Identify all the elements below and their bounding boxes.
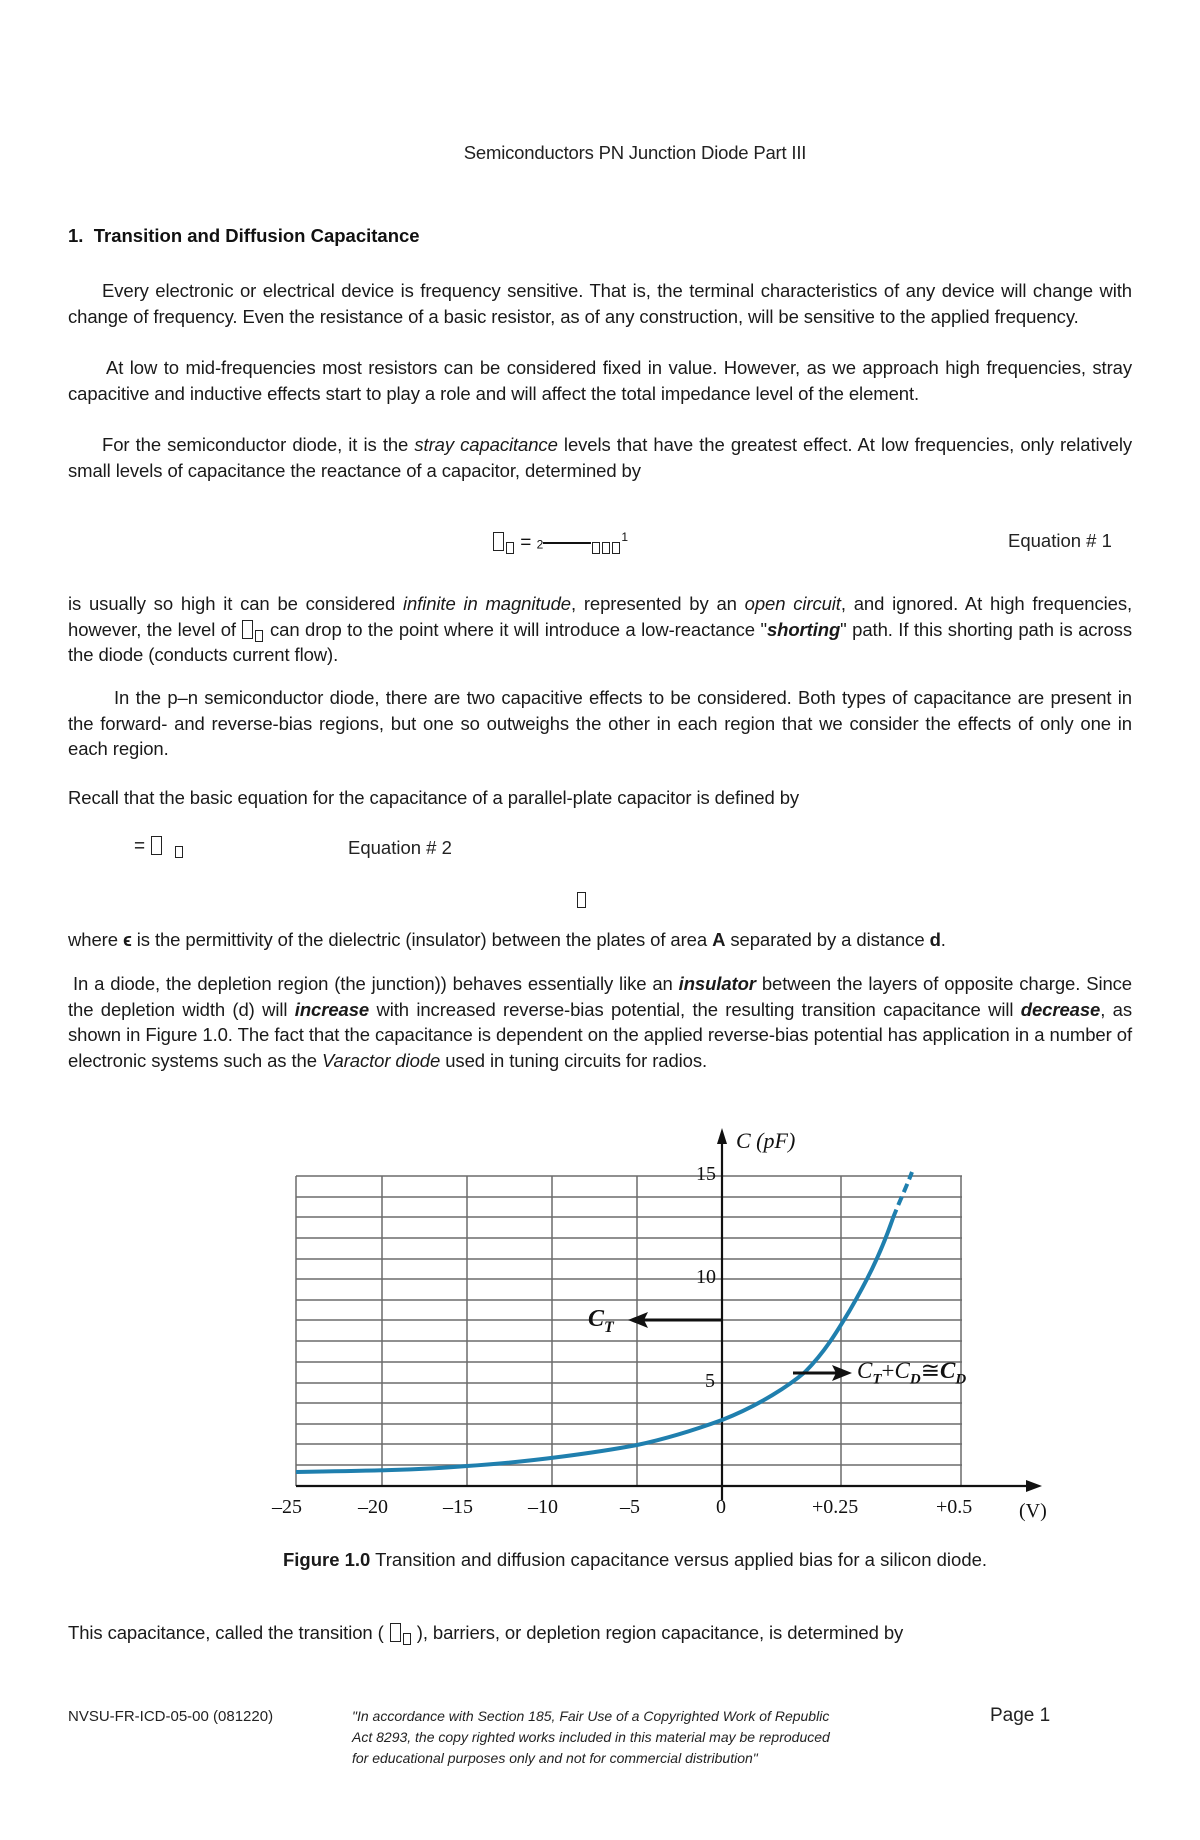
text-run: between the layers of opposite charge. Since the depletion width (d) will — [68, 973, 1132, 1020]
capacitance-curve — [296, 1218, 893, 1472]
ct-c: C — [588, 1306, 605, 1332]
subscript-symbol-icon — [506, 542, 514, 554]
y-tick-15: 15 — [696, 1163, 716, 1185]
equation-1 — [492, 530, 628, 554]
figure-number: Figure 1.0 — [282, 1549, 371, 1570]
x-tick-plus-0-25: +0.25 — [812, 1496, 859, 1518]
text-run: ), barriers, or depletion region capacitance, is determined by — [411, 1622, 904, 1643]
x-tick-0: 0 — [716, 1496, 726, 1518]
epsilon-symbol: ϵ — [122, 929, 132, 950]
y-tick-5: 5 — [705, 1370, 715, 1392]
paragraph-open-circuit — [68, 591, 1132, 668]
text-run: . — [940, 929, 946, 950]
emphasis-open-circuit: open circuit — [744, 593, 841, 614]
x-tick-minus-5: –5 — [620, 1496, 640, 1518]
label-approx: ≅ — [920, 1358, 940, 1383]
equation-1-label: Equation # 1 — [1008, 530, 1112, 551]
paragraph-depletion-region — [68, 971, 1132, 1073]
text-run: levels that have the greatest effect. At low frequencies, only relatively small levels of capacitance the reactance of a capacitor, determined by — [68, 434, 1133, 481]
distance-symbol: d — [929, 929, 941, 950]
y-axis-label-text: C (pF) — [736, 1128, 796, 1153]
reactance-symbol-icon — [242, 620, 253, 639]
label-c: C — [939, 1358, 956, 1383]
emphasis-shorting: shorting — [766, 618, 841, 640]
footer-doc-code: NVSU-FR-ICD-05-00 (081220) — [68, 1708, 274, 1725]
equals-sign: = — [520, 532, 532, 554]
emphasis-decrease: decrease — [1020, 998, 1101, 1020]
emphasis-infinite: infinite in magnitude — [402, 593, 571, 614]
x-tick-minus-20: –20 — [358, 1496, 388, 1518]
paragraph-stray-capacitance — [68, 432, 1132, 483]
emphasis-insulator: insulator — [678, 973, 756, 994]
label-sub-d: D — [909, 1371, 921, 1388]
equals-sign: = — [134, 836, 146, 857]
paragraph-transition-capacitance — [68, 1620, 1132, 1646]
subscript-symbol-icon — [403, 1633, 411, 1645]
figure-caption-text: Transition and diffusion capacitance versus applied bias for a silicon diode. — [370, 1549, 988, 1570]
capacitance-formula-symbol-icon — [151, 836, 162, 855]
text-run: with increased reverse-bias potential, the resulting transition capacitance will — [369, 998, 1021, 1020]
text-run: " path. If this shorting path is across the diode (conducts current flow). — [68, 618, 1132, 665]
text-run: separated by a distance — [725, 929, 930, 950]
paragraph-frequency-sensitivity: Every electronic or electrical device is frequency sensitive. That is, the terminal characteristics of any device will change with change of frequency. Even the resistance of a basic resistor, as of any construction, will be sensitive to the applied frequency. — [68, 280, 1132, 327]
page-header-title: Semiconductors PN Junction Diode Part III — [463, 142, 807, 163]
label-sub-d: D — [955, 1371, 967, 1388]
text-run: For the semiconductor diode, it is the — [102, 434, 415, 455]
text-run: In a diode, the depletion region (the junction)) behaves essentially like an — [73, 973, 679, 994]
text-run: used in tuning circuits for radios. — [440, 1049, 708, 1071]
label-sub-t: T — [872, 1371, 882, 1388]
emphasis-increase: increase — [294, 998, 370, 1020]
label-c: C — [894, 1358, 910, 1383]
text-run: can drop to the point where it will introduce a low-reactance " — [264, 618, 767, 640]
label-c: C — [857, 1358, 873, 1383]
section-number: 1. — [68, 225, 84, 246]
footer-note-line: Act 8293, the copy righted works included in this material may be reproduced — [352, 1729, 830, 1745]
ct-plus-cd-annotation — [857, 1358, 966, 1389]
footer-note-line: for educational purposes only and not for commercial distribution" — [352, 1750, 758, 1766]
distance-symbol-icon — [577, 892, 586, 908]
formula-symbol-icon — [175, 846, 183, 858]
chart-axes — [296, 1128, 1042, 1500]
numerator: 1 — [621, 530, 629, 544]
ct-annotation — [588, 1306, 614, 1337]
text-run: This capacitance, called the transition ( — [68, 1622, 389, 1643]
capacitance-curve-dashed — [893, 1172, 912, 1218]
equation-2 — [134, 836, 184, 858]
y-axis-label — [736, 1128, 795, 1154]
text-run: , as shown in Figure 1.0. The fact that the capacitance is dependent on the applied reverse-bias potential has application in a number of electronic systems such as the — [68, 998, 1132, 1071]
denominator-symbol-icon — [612, 542, 620, 554]
y-tick-10: 10 — [696, 1266, 716, 1288]
footer-page-number: Page 1 — [990, 1705, 1051, 1726]
ct-symbol-icon — [390, 1623, 401, 1642]
section-title: Transition and Diffusion Capacitance — [93, 225, 420, 246]
fraction-bar — [543, 542, 591, 544]
text-run: is the permittivity of the dielectric (insulator) between the plates of area — [131, 929, 713, 950]
denominator-symbol-icon — [592, 542, 600, 554]
paragraph-low-mid-frequencies: At low to mid-frequencies most resistors can be considered fixed in value. However, as we approach high frequencies, stray capacitive and inductive effects start to play a role and will affect the total impedance level of the element. — [68, 357, 1132, 404]
text-run: , represented by an — [570, 593, 745, 614]
x-axis-unit: (V) — [1019, 1500, 1047, 1522]
chart-grid — [296, 1176, 962, 1486]
denominator-prefix: 2 — [536, 537, 544, 552]
area-symbol: A — [712, 929, 726, 950]
footer-note-line: "In accordance with Section 185, Fair Use of a Copyrighted Work of Republic — [352, 1708, 830, 1724]
section-heading — [68, 225, 420, 247]
equation-2-denominator — [576, 892, 587, 910]
emphasis-varactor-diode: Varactor diode — [321, 1049, 441, 1071]
reactance-symbol-icon — [493, 532, 504, 551]
ct-subscript: T — [604, 1318, 614, 1336]
x-tick-plus-0-5: +0.5 — [936, 1496, 973, 1518]
text-run: , and ignored. At high frequencies, however, the level of — [68, 593, 1133, 640]
denominator-symbol-icon — [602, 542, 610, 554]
subscript-symbol-icon — [255, 630, 263, 642]
paragraph-permittivity — [68, 927, 1132, 953]
paragraph-parallel-plate: Recall that the basic equation for the capacitance of a parallel-plate capacitor is defined by — [68, 787, 800, 808]
label-plus: + — [881, 1358, 895, 1383]
x-tick-minus-10: –10 — [528, 1496, 558, 1518]
emphasis-stray-capacitance: stray capacitance — [414, 434, 558, 455]
paragraph-two-capacitive-effects: In the p–n semiconductor diode, there are two capacitive effects to be considered. Both types of capacitance are present in the forward- and reverse-bias regions, but one so outweighs the other in each region that we consider the effects of only one in each region. — [68, 687, 1132, 759]
figure-caption — [0, 1549, 1200, 1571]
text-run: is usually so high it can be considered — [68, 593, 403, 614]
footer-fair-use-note — [352, 1706, 912, 1769]
x-tick-minus-15: –15 — [443, 1496, 473, 1518]
text-run: where — [68, 929, 123, 950]
equation-2-label: Equation # 2 — [348, 837, 452, 858]
x-tick-minus-25: –25 — [272, 1496, 302, 1518]
